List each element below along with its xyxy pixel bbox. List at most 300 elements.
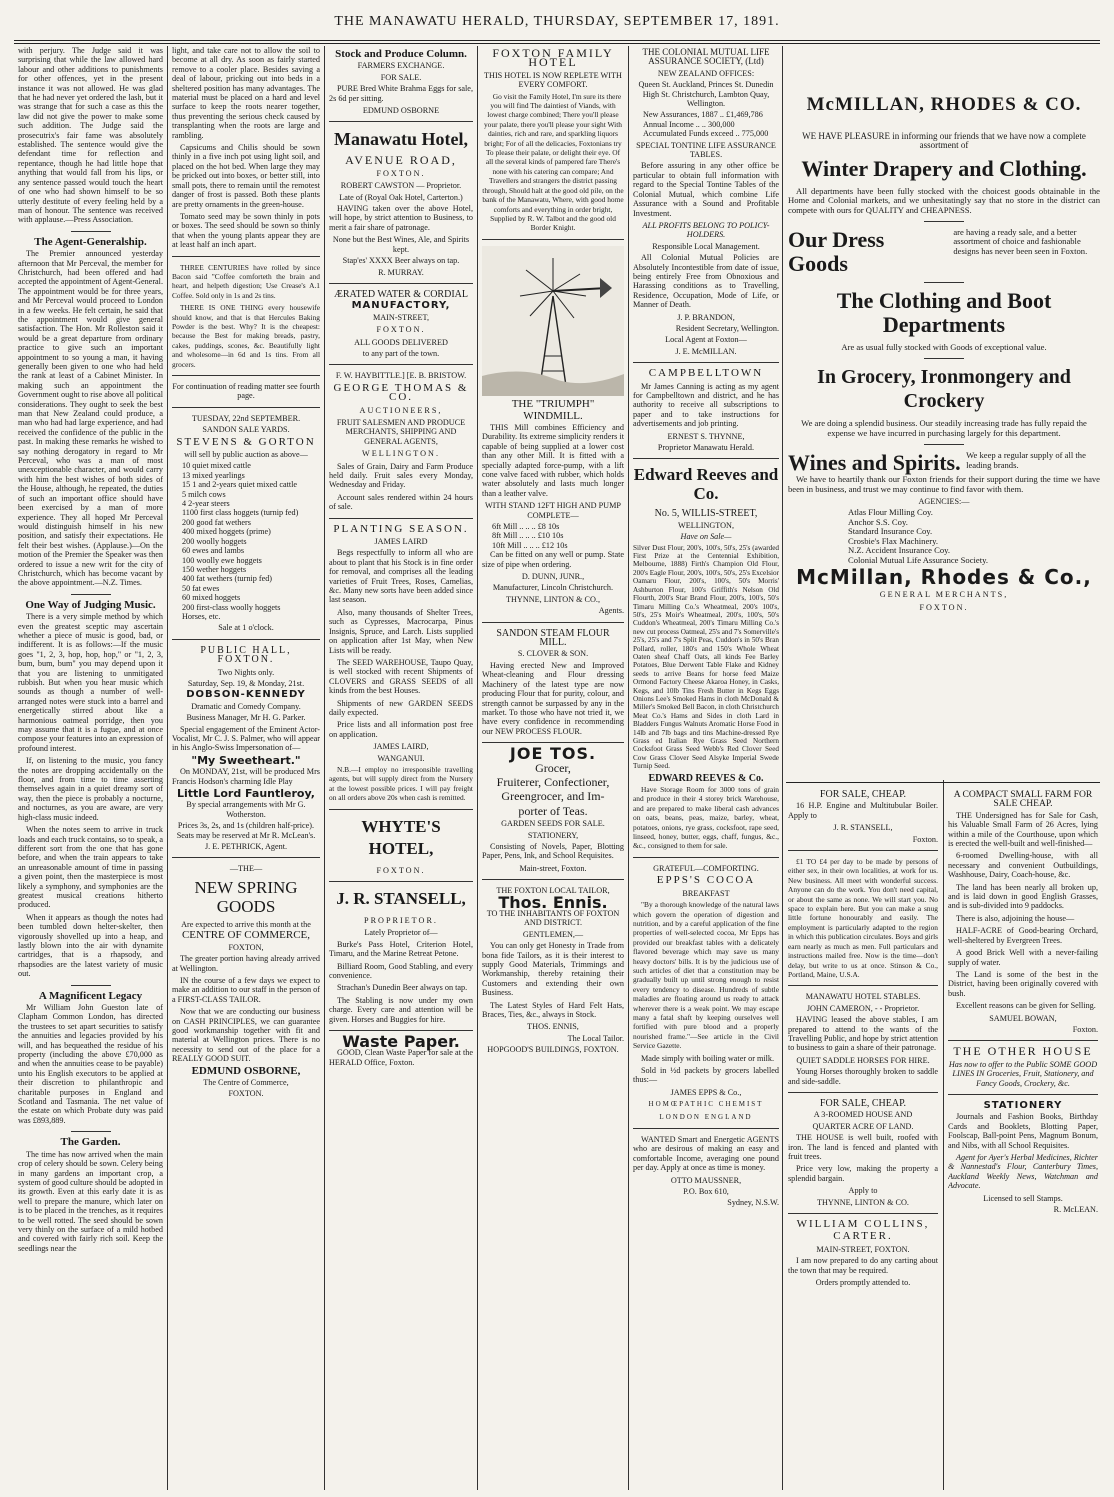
article-text: WANTED Smart and Energetic AGENTS who are desirous of making an easy and comfortable Income, averaging one pound per day. Apply at once as time is money. <box>633 1135 779 1173</box>
firm-sub: FRUIT SALESMEN AND PRODUCE MERCHANTS, SHIPPING AND GENERAL AGENTS, <box>336 417 466 446</box>
divider <box>71 1131 111 1132</box>
subheading: A 3-ROOMED HOUSE AND <box>813 1110 913 1120</box>
list-item: 13 mixed yearlings <box>182 470 245 480</box>
article-text: The SEED WAREHOUSE, Taupo Quay, is well stocked with recent Shipments of CLOVERS and GRASS SEEDS of all kinds from the best Houses. <box>329 657 473 696</box>
column-2 <box>172 46 320 1490</box>
label: Agents. <box>598 606 624 616</box>
merchant-name: EDMUND OSBORNE, <box>191 1064 301 1077</box>
list-item: 50 fat ewes <box>182 583 220 593</box>
list-item: Standard Insurance Coy. <box>848 526 933 537</box>
article-text: We have to heartily thank our Foxton friends for their support during the time we have been in business, and trust we may continue to find favor with them. <box>788 474 1100 494</box>
headline: Wines and Spirits. <box>788 450 961 476</box>
column-rule <box>477 46 478 1490</box>
merchant-name: EDMUND OSBORNE <box>362 106 440 116</box>
list-item: 4 2-year steers <box>182 499 230 509</box>
divider <box>948 1094 1098 1095</box>
list-item: 200 good fat wethers <box>182 517 251 527</box>
article-text: The greater portion having already arrived at Wellington. <box>172 954 320 973</box>
list-item: 400 fat wethers (turnip fed) <box>182 574 273 584</box>
divider <box>482 622 624 623</box>
city: LONDON ENGLAND <box>659 1112 753 1121</box>
notice-text: Lately Proprietor of— <box>364 928 438 938</box>
merchant-name: D. DUNN, JUNR., <box>521 572 585 582</box>
heading: THE OTHER HOUSE <box>953 1044 1093 1059</box>
list-item: 200 first-class woolly hoggets <box>182 602 281 612</box>
article-text: HAVING leased the above stables, I am prepared to attend to the wants of the Travelling Public, and hope by strict attention to business to gain a share of their patronage. <box>788 1015 938 1053</box>
heading: SANDON STEAM FLOUR MILL. <box>496 627 610 649</box>
divider <box>633 1128 779 1129</box>
merchant-sub: The Centre of Commerce, <box>203 1077 289 1087</box>
heading: PLANTING SEASON. <box>333 522 469 535</box>
mcmillan-advert <box>788 46 1100 776</box>
agency-list <box>788 508 1100 564</box>
divider <box>633 362 779 363</box>
town: FOXTON. <box>228 1089 264 1099</box>
notice-text: None but the Best Wines, Ale, and Spirits kept. <box>332 235 470 254</box>
list-item: Atlas Flour Milling Coy. <box>848 507 933 518</box>
town: FOXTON. <box>376 865 426 875</box>
article-text: Also, many thousands of Shelter Trees, such as Cypresses, Macrocarpa, Pinus Insignis, Spruce, and Larch. Lists supplied on application after 1st May, when New Lists will be ready. <box>329 607 473 655</box>
notice-text: THERE IS ONE THING every housewife should know, and that is that Hercules Baking Powder is the best. Why? It is the cheapest: because the Best for making breads, pastry, cakes, puddings, scones, &c. Beautifully light and wholesome—in 6d and 1s tins. From all grocers. <box>172 303 320 369</box>
address: P.O. Box 610, <box>683 1187 729 1197</box>
subheading: QUIET SADDLE HORSES FOR HIRE. <box>796 1055 930 1065</box>
article-text: The Stabling is now under my own charge. Every care and attention will be given. Horses and Buggies for hire. <box>329 995 473 1024</box>
masthead-title: THE MANAWATU HERALD, THURSDAY, SEPTEMBER 17, 1891. <box>334 14 780 29</box>
sale-item-list <box>172 461 320 621</box>
trade-line: Greengrocer, and Im- <box>501 789 605 804</box>
article-text: 6-roomed Dwelling-house, with all necessary and convenient Outbuildings, Washhouse, Dairy, Coach-house, &c. <box>948 851 1098 880</box>
article-text: GOOD, Clean Waste Paper for sale at the HERALD Office, Foxton. <box>329 1048 473 1067</box>
heading: WILLIAM COLLINS, <box>796 1218 930 1231</box>
masthead-rule <box>14 40 1100 41</box>
article-text: Shipments of new GARDEN SEEDS daily expected. <box>329 698 473 717</box>
list-item: Colonial Mutual Life Assurance Society. <box>848 554 989 565</box>
names: F. W. HAYBITTLE.] [E. B. BRISTOW. <box>335 371 467 381</box>
subheading: GRATEFUL—COMFORTING. <box>653 863 759 873</box>
headline: Our Dress Goods <box>788 227 885 277</box>
subheading: NEW ZEALAND OFFICES: <box>657 68 755 78</box>
subheading: SPECIAL TONTINE LIFE ASSURANCE TABLES. <box>636 140 776 160</box>
heading: FOR SALE, CHEAP. <box>819 1097 907 1109</box>
article-text: N.B.—I employ no irresponsible travelling agents, but will supply direct from the Nursery at the lowest possible prices. I will pay freight on all orders above 20s when cash is remitted. <box>329 764 473 803</box>
goods-title: NEW SPRING GOODS <box>194 877 298 916</box>
list-item: 400 mixed hoggets (prime) <box>182 527 271 537</box>
column-6 <box>788 788 938 1488</box>
city: Sydney, N.S.W. <box>727 1198 779 1208</box>
article-heading: The Garden. <box>60 1136 121 1149</box>
merchant-name: J. E. McMILLAN. <box>675 346 737 356</box>
divider <box>71 985 111 986</box>
list-item: 150 wether hoggets <box>182 564 247 574</box>
divider <box>172 857 320 858</box>
article-text: HAVING taken over the above Hotel, will hope, by strict attention to Business, to merit a fair share of patronage. <box>329 204 473 232</box>
heading: ÆRATED WATER & CORDIAL <box>334 288 468 300</box>
windmill-illustration <box>482 246 624 396</box>
divider <box>788 985 938 986</box>
article-text: Now that we are conducting our business on CASH PRINCIPLES, we can guarantee good workmanship together with fit and material at Wellington prices. There is no necessity to send out of the place for a REALLY GOOD SUIT. <box>172 1007 320 1064</box>
column-5 <box>633 46 779 1490</box>
firm-title: McMillan, Rhodes & Co., <box>796 564 1092 589</box>
article-text: IN the course of a few days we expect to make an addition to our staff in the person of a FIRST-CLASS TAILOR. <box>172 975 320 1004</box>
list-item: N.Z. Accident Insurance Coy. <box>848 545 951 556</box>
article-text: Special engagement of the Eminent Actor-Vocalist, Mr C. J. S. Palmer, who will appear in his Anglo-Swiss Impersonation of— <box>172 724 320 753</box>
agent-name: J. E. PETHRICK, Agent. <box>204 842 288 852</box>
headline: Winter Drapery and Clothing. <box>801 155 1087 181</box>
merchant-name: ERNEST S. THYNNE, <box>667 431 745 441</box>
article-text: Sold in ½d packets by grocers labelled thus:— <box>633 1066 779 1085</box>
trade-line: porter of Teas. <box>518 803 588 818</box>
town: FOXTON, <box>228 942 264 952</box>
article-text: Consisting of Novels, Paper, Blotting Paper, Pens, Ink, and School Requisites. <box>482 841 624 861</box>
notice-text: to any part of the town. <box>362 348 440 358</box>
play-title: Little Lord Fauntleroy, <box>177 787 315 801</box>
subheading: ALL PROFITS BELONG TO POLICY-HOLDERS. <box>642 220 770 240</box>
merchant-name: JOE TOS. <box>509 744 597 764</box>
article-text: Journals and Fashion Books, Birthday Cards and Booklets, Blotting Paper, Foolscap, Ball-point Pens, Magnum Bonum, and Nibs, with all School Requisites. <box>948 1112 1098 1150</box>
street: MAIN-STREET, FOXTON. <box>816 1244 910 1254</box>
article-text: Price very low, making the property a splendid bargain. <box>788 1164 938 1183</box>
merchant-name: R. McLEAN. <box>1053 1205 1098 1215</box>
divider <box>482 239 624 240</box>
street: MAIN-STREET, <box>372 312 430 322</box>
divider <box>924 221 964 222</box>
article-text: Agent for Ayer's Herbal Medicines, Richter & Nannestad's Flour, Canterbury Times, Auckland Weekly News, Watchman and Advocate. <box>948 1153 1098 1191</box>
article-text: I am now prepared to do any carting about the town that may be required. <box>788 1256 938 1275</box>
divider <box>329 283 473 284</box>
heading: MANAWATU HOTEL STABLES. <box>805 992 921 1002</box>
article-text: THE HOUSE is well built, roofed with iron. The land is fenced and planted with fruit trees. <box>788 1133 938 1161</box>
play-title: "My Sweetheart." <box>191 753 301 767</box>
article-text: Mr William John Gueston late of Clapham Common London, has directed the trustees to set apart securities to satisfy the annuities and legacies provided by his will, and has bequeathed the residue of his property (including the above £70,000 as and when the annuities cease to be payable) unto his English executors to be applied at their discretion to philanthropic and charitable purposes in England and Scotland and Tasmania. The net value of the estate on which Probate duty was paid was £893,889. <box>18 1003 163 1125</box>
merchant-name: J. P. BRANDON, <box>677 312 735 322</box>
heading: MANUFACTORY, <box>351 300 451 312</box>
proprietor: ROBERT CAWSTON — Proprietor. <box>340 181 462 191</box>
article-text: Account sales rendered within 24 hours of sale. <box>329 492 473 512</box>
heading: STATIONERY <box>983 1099 1063 1111</box>
offices: Queen St. Auckland, Princes St. Dunedin High St. Christchurch, Lambton Quay, Wellington. <box>638 80 774 109</box>
hotel-address: AVENUE ROAD, <box>345 153 457 168</box>
notice-text: THREE CENTURIES have rolled by since Bacon said "Coffee comforteth the brain and heart, and helpeth digestion; Use Crease's A.1 Coffee. Sold only in 1s and 2s tins. <box>172 262 320 300</box>
article-text: Young Horses thoroughly broken to saddle and side-saddle. <box>788 1067 938 1086</box>
heading: EPPS'S COCOA <box>656 874 756 887</box>
town: FOXTON. <box>376 168 426 178</box>
divider <box>633 458 779 459</box>
headline: The Clothing and Boot Departments <box>836 288 1052 338</box>
product-title: THE "TRIUMPH" <box>511 398 595 411</box>
article-text: Before assuring in any other office be particular to obtain full information with regard to the Special Tontine Tables of the Colonial Mutual, which combine Life Assurance with a Sound and Profitable Investment. <box>633 161 779 218</box>
subheading: FOR SALE. <box>380 72 422 82</box>
merchant-name: Thos. Ennis. <box>498 892 608 912</box>
divider <box>329 881 473 882</box>
subheading: Responsible Local Management. <box>652 241 760 251</box>
article-text: There is also, adjoining the house— <box>956 913 1075 923</box>
article-text: You can only get Honesty in Trade from bona fide Tailors, as it is their interest to supply Good Materials, Trimmings and Workmanship, thereby retaining their Customers and extending their own Business. <box>482 941 624 998</box>
merchant-name: J. R. STANSELL, <box>833 823 893 833</box>
town: Foxton. <box>912 834 938 844</box>
label: Have on Sale— <box>680 532 732 542</box>
article-text: Burke's Pass Hotel, Criterion Hotel, Timaru, and the Marine Retreat Petone. <box>329 939 473 959</box>
list-item: 200 woolly hoggets <box>182 536 247 546</box>
merchant-name: R. MURRAY. <box>378 267 424 277</box>
article-text: Have Storage Room for 3000 tons of grain and produce in their 4 storey brick Warehouse, and are prepared to make liberal cash advances on oats, beans, peas, maize, barley, wheat, potatoes, onions, rye grass, cocksfoot, rape seed, linseed, honey, butter, eggs, chaff, fungus, &c., &c., consigned to them for sale. <box>633 785 779 851</box>
hotel-title: Manawatu Hotel, <box>334 129 468 150</box>
address: HOPGOOD'S BUILDINGS, FOXTON. <box>487 1045 619 1055</box>
merchant-sub: Resident Secretary, Wellington. <box>675 323 779 333</box>
article-text: Strachan's Dunedin Beer always on tap. <box>337 983 468 993</box>
column-rule <box>628 46 629 1490</box>
proprietor-late: Late of (Royal Oak Hotel, Carterton.) <box>339 192 463 202</box>
list-item: 10 quiet mixed cattle <box>182 461 251 471</box>
merchant-name: JAMES LAIRD <box>374 537 428 547</box>
list-item: 60 ewes and lambs <box>182 546 245 556</box>
price-list <box>482 522 624 550</box>
notice-text: Stap'es' XXXX Beer always on tap. <box>342 256 460 266</box>
article-text: If, on listening to the music, you fancy the notes are dropping accidentally on the floor, and from time to time asserting themselves again in a quiet dreamy sort of way, then the piece is probably a nocturne, and nocturnes, as you are aware, are very high-class music indeed. <box>18 756 163 822</box>
article-text: The Latest Styles of Hard Felt Hats, Braces, Ties, &c., always in Stock. <box>482 1000 624 1020</box>
article-text: Can be fitted on any well or pump. State size of pipe when ordering. <box>482 550 624 569</box>
hall-dates: Saturday, Sep. 19, & Monday, 21st. <box>187 678 305 688</box>
headline-sub: Are as usual fully stocked with Goods of exceptional value. <box>841 342 1047 353</box>
article-text: THIS Mill combines Efficiency and Durability. Its extreme simplicity renders it capable of being supplied at a lower cost than any other Mill. It is fitted with a specially adapted force-pump, with a lift cone valve faced with rubber, which holds water absolutely and lasts much longer than a leather valve. <box>482 422 624 498</box>
city: WANGANUI. <box>377 753 425 763</box>
city: WELLINGTON. <box>361 449 440 459</box>
notice-text: Licensed to sell Stamps. <box>983 1193 1063 1203</box>
column-4 <box>482 46 624 1490</box>
article-text: Capsicums and Chilis should be sown thinly in a five inch pot using light soil, and placed on the hot bed. When large they may be pricked out into boxes, or better still, into small pots, there to remain until the remotest danger of frost is passed. Both these plants are pretty ornaments in the green-house. <box>172 143 320 209</box>
article-text: Has now to offer to the Public SOME GOOD LINES IN Groceries, Fruit, Stationery, and Fancy Goods, Crockery, &c. <box>948 1059 1098 1088</box>
hall-nights: Two Nights only. <box>217 667 275 677</box>
subheading: FARMERS EXCHANGE. <box>357 61 445 71</box>
divider <box>329 518 473 519</box>
column-7 <box>948 788 1098 1488</box>
article-text: Begs respectfully to inform all who are about to plant that his Stock is in fine order for removal, and comprises all the leading varieties of Fruit Trees, Roses, Camelias, &c. Many new sorts have been added since last season. <box>329 548 473 605</box>
merchant-name: THYNNE, LINTON & CO. <box>817 1197 909 1207</box>
centre-title: CENTRE OF COMMERCE, <box>181 929 311 942</box>
firm-title: Edward Reeves and Co. <box>633 465 779 504</box>
notice-text: THIS HOTEL IS NOW REPLETE WITH EVERY COMFORT. <box>484 70 622 90</box>
column-rule <box>167 46 168 1490</box>
list-item: Annual Income .. .. 300,000 <box>643 119 735 129</box>
column-1 <box>18 46 163 1490</box>
article-text: with perjury. The Judge said it was surprising that while the law allowed hard labour and other additions to punishments for other offences, yet in the present instance it was not allowed. He was glad that he had never yet ordered the lash, but it was strange that for such a case as this the law did not give the power to make some such addition. The Judge said the prosecutrix's fair fame was absolutely established. The sentence would give the defendant time for reflection and repentance, though he had little hope that anything that would fall from his lips, or any sentence passed would touch the heart of one who had shown himself to be so utterly destitute of every feeling held by a man of honour. The sentence was received with applause.—Press Association. <box>18 46 163 225</box>
article-text: On MONDAY, 21st, will be produced Mrs Francis Hodson's charming Idle Play <box>172 767 320 786</box>
divider <box>788 850 938 851</box>
divider <box>948 1040 1098 1041</box>
heading: A COMPACT SMALL FARM FOR SALE CHEAP. <box>953 789 1093 810</box>
article-heading: One Way of Judging Music. <box>25 598 156 611</box>
prices: Prices 3s, 2s, and 1s (children half-price). Seats may be reserved at Mr R. McLean's. <box>176 821 316 840</box>
article-text: The land has been nearly all broken up, and is laid down in good English Grasses, and is sub-divided into 9 paddocks. <box>948 882 1098 911</box>
trade-line: Grocer, <box>535 760 571 775</box>
trade-line: Fruiterer, Confectioner, <box>496 774 610 789</box>
notice-text: GARDEN SEEDS FOR SALE. <box>501 819 605 829</box>
list-item: Crosbie's Flax Machinery. <box>848 535 939 546</box>
article-text: When it appears as though the notes had been tumbled down helter-skelter, then vigorously shovelled up into a heap, and lastly blown into the air with dynamite cartridges, that is a rhapsody, and rhapsodies are the latest variety of music out. <box>18 912 163 979</box>
subheading: WITH STAND 12FT HIGH AND PUMP COMPLETE— <box>485 501 621 520</box>
merchant-sub: HOMŒPATHIC CHEMIST <box>648 1100 764 1109</box>
divider <box>924 444 964 445</box>
list-item: Anchor S.S. Coy. <box>848 516 908 527</box>
proprietor: JOHN CAMERON, - - Proprietor. <box>806 1003 920 1013</box>
article-text: A good Brick Well with a never-failing supply of water. <box>948 948 1098 967</box>
notice-text: ALL GOODS DELIVERED <box>354 337 448 347</box>
heading: FOR SALE, CHEAP. <box>819 789 907 800</box>
list-item: 60 mixed hoggets <box>182 593 241 603</box>
divider <box>329 121 473 122</box>
subheading: QUARTER ACRE OF LAND. <box>812 1121 914 1131</box>
product-list: Silver Dust Flour, 200's, 100's, 50's, 25's (awarded First Prize at the Centennial Exhibition, Melbourne, 1888) Firth's Champion Old Flour, 200's Eagle Flour, 200's, 100's, 50's, 25's Excelsior Oamaru Flour, 200's, 100's, 50's Morris' Ashburton Flour, 100's Griffith's Nelson Old Flourth, 200's Star Brand Flour, 200's, 100's, 50's Timaru Milling Co.'s Wheatmeal, 200's 100's, 50's, 25's Moir's Wheatmeal, 200's, 100's, 50's Cuddon's Wheatmeal, 200's Timaru Milling Co.'s new cut process Oatmeal, 25's and 7's Somerville's 25's, 25's and 7's Split Peas, Cuddon's in 50's Bran Pollard, roller, 180's and 150's Whole Wheat Oaten sheaf Chaff Oats, all kinds Fee Barley Potatoes, Blue Derwent Table Flake and Kidney seeds to arrive Beans for horse feed Maize Ormond Factory Cheese Akaroa Honey, in Casks, Kegs, and 10lb Tins Fresh Butter in Kegs Eggs Onions Lee's Smoked Hams in cloth McDonald & Miller's Smoked Bell Bacon, in cloth Christchurch Meat Co.'s Hams and Sides in cloth Lard in Bladders Fungus Walnuts Aromatic Horse Food in 14lb and 7lb bags and tins Machine-dressed Rye Grass ed Italian Rye Grass Seed Northern Cocksfoot Grass Seed Webb's Red Clover Seed Cow Grass Clover Seed Alsyke Imperial Swede Turnip Seed. <box>633 543 779 771</box>
subheading: THE FOXTON LOCAL TAILOR, <box>496 886 610 896</box>
merchant-name: THOS. ENNIS, <box>527 1022 579 1032</box>
column-3 <box>329 46 473 1490</box>
firm-title: THE COLONIAL MUTUAL LIFE ASSURANCE SOCIETY, (Ltd) <box>642 47 770 67</box>
divider <box>633 857 779 858</box>
merchant-name: THYNNE, LINTON & CO., <box>506 594 600 604</box>
headline-sub: We are doing a splendid business. Our steadily increasing trade has fully repaid the expense we have incurred in purchasing largely for this department. <box>801 418 1087 438</box>
manager: Business Manager, Mr H. G. Parker. <box>186 713 306 723</box>
merchant-sub: Manufacturer, Lincoln Christchurch. <box>492 583 614 593</box>
label: Local Agent at Foxton— <box>665 335 747 345</box>
label: Apply to <box>848 1186 878 1196</box>
divider <box>329 809 473 810</box>
salutation: GENTLEMEN,— <box>522 929 584 939</box>
merchant-name: JAMES LAIRD, <box>373 742 429 752</box>
divider <box>329 1030 473 1031</box>
sale-place: SANDON SALE YARDS. <box>202 425 290 435</box>
merchant-name: OTTO MAUSSNER, <box>670 1175 742 1185</box>
article-text: All departments have been fully stocked with the choicest goods obtainable in the Home and Colonial markets, and we unhesitatingly say that no store in the district can compete with ours for QUALITY and CHEAPNESS. <box>788 185 1100 215</box>
firm-title: GEORGE THOMAS & CO. <box>333 381 469 404</box>
divider <box>788 1213 938 1214</box>
article-text: PURE Bred White Brahma Eggs for sale, 2s 6d per sitting. <box>329 84 473 103</box>
article-heading: A Magnificent Legacy <box>38 989 143 1002</box>
list-item: 100 woolly ewe hoggets <box>182 555 262 565</box>
masthead <box>14 14 1100 40</box>
headline-sub: We keep a regular supply of all the leading brands. <box>966 450 1086 470</box>
sale-date: TUESDAY, 22nd SEPTEMBER. <box>191 413 301 423</box>
subheading: AGENCIES:— <box>918 497 970 507</box>
firm-sub: AUCTIONEERS, <box>359 405 443 415</box>
divider <box>924 358 964 359</box>
divider <box>482 879 624 880</box>
firm-title: McMILLAN, RHODES & CO. <box>806 94 1082 115</box>
list-item: Horses, etc. <box>182 611 221 621</box>
proprietor-name: J. R. STANSELL, <box>336 889 466 908</box>
column-rule <box>782 46 783 1490</box>
company-sub: Dramatic and Comedy Company. <box>191 701 301 711</box>
notice-text: TO THE INHABITANTS OF FOXTON AND DISTRICT. <box>486 909 620 928</box>
town: Foxton. <box>1072 1024 1098 1034</box>
article-text: Price lists and all information post free on application. <box>329 720 473 739</box>
heading: CARTER. <box>833 1230 893 1243</box>
article-text: All Colonial Mutual Policies are Absolutely Incontestible from date of issue, being entirely Free from Obnoxious and Harassing conditions as to Travelling, Residence, Occupation, Mode of Life, or Manner of Death. <box>633 253 779 310</box>
section-rule <box>786 782 1100 783</box>
list-item: 6ft Mill .. .. .. £8 10s <box>492 522 560 531</box>
merchant-name: JAMES EPPS & Co., <box>670 1087 742 1097</box>
town: FOXTON. <box>919 602 969 612</box>
poem-text: Go visit the Family Hotel, I'm sure its there you will find The daintiest of Viands, with lowest charge combined; There you'll please your palate, there you'll please your sight With dainties, rich and rare, and sparkling liquors bright; For of all the delicacies, Foxtonians try To please their palate, or delight their eye. Of all the several kinds of pampered fare There's none with his catering can compare; And Travellers and strangers the district passing through, Should halt at the good old pile, on the bank of the Manawatu, Where, with good home comforts and everything in order bright, Supplied by R. W. Talbot and the good old Border Knight. <box>482 91 624 233</box>
column-rule <box>943 780 944 1490</box>
article-text: "By a thorough knowledge of the natural laws which govern the operation of digestion and nutrition, and by a careful application of the fine properties of well-selected cocoa, Mr Epps has provided our breakfast tables with a delicately flavored beverage which may save us many heavy doctors' bills. It is by the judicious use of such articles of diet that a constitution may be gradually built up until strong enough to resist every tendency to disease. Hundreds of subtle maladies are floating around us ready to attack wherever there is a weak point. We may escape many a fatal shaft by keeping ourselves well fortified with pure blood and a properly nourished frame."—See article in the Civil Service Gazette. <box>633 900 779 1051</box>
city: WELLINGTON, <box>677 520 734 530</box>
headline-sub: are having a ready sale, and a better assortment of choice and fashionable designs has never been seen in Foxton. <box>953 227 1088 256</box>
article-text: Made simply with boiling water or milk. <box>641 1053 775 1063</box>
subheading: STATIONERY, <box>527 830 579 840</box>
column-rule <box>324 46 325 1490</box>
headline: In Grocery, Ironmongery and Crockery <box>817 366 1071 413</box>
article-text: THE Undersigned has for Sale for Cash, his Valuable Small Farm of 26 Acres, lying within a mile of the Courthouse, upon which is erected the well-built and well-finished— <box>948 810 1098 849</box>
article-text: light, and take care not to allow the soil to become at all dry. As soon as fairly started remove to a cooler place. Besides saving a deal of labour, pricking out into beds in a sheltered position has many advantages. The material must be placed on a hard and level surface to keep the roots nearer together, thus preventing the serious check caused by transplanting when the roots are large and rambling. <box>172 46 320 140</box>
label: —THE— <box>229 864 263 874</box>
sale-time: Sale at 1 o'clock. <box>218 623 274 633</box>
article-text: When the notes seem to arrive in truck loads and each truck contains, so to speak, a different sort from the one that has gone before, and when the train appears to take an unreasonable amount of time in passing a given point, then the masterpiece is most likely a symphony, and symphonies are the greatest musical creations hitherto produced. <box>18 825 163 910</box>
product-title: WINDMILL. <box>523 409 583 422</box>
list-item: 10ft Mill .. .. .. £12 10s <box>492 540 568 550</box>
divider <box>172 256 320 257</box>
wines-row <box>788 451 1100 475</box>
list-item: 8ft Mill .. .. .. £10 10s <box>492 531 564 541</box>
hall-title: PUBLIC HALL, FOXTON. <box>200 644 292 666</box>
street: Main-street, Foxton. <box>519 863 587 873</box>
figures-list <box>633 110 779 138</box>
merchant-sub: Proprietor Manawatu Herald. <box>657 443 755 453</box>
list-item: 5 milch cows <box>182 489 226 499</box>
article-text: Billiard Room, Good Stabling, and every convenience. <box>329 961 473 981</box>
article-text: £1 TO £4 per day to be made by persons of either sex, in their own localities, at work for us. New business. All meet with wonderful success. Anyone can do the work. You don't need capital, or about the same as none. We will start you. No space to explain here. But you can make a snug little fortune honourably and easily. The employment is particularly adapted to the region in which this publication circulates. Boys and girls earn nearly as much as men. Full particulars and instructions mailed free. Now is the time—don't delay, but write to us at once. Stinson & Co., Portland, Maine, U.S.A. <box>788 857 938 979</box>
intro-text: WE HAVE PLEASURE in informing our friends that we have now a complete assortment of <box>802 131 1086 151</box>
dress-row <box>788 228 1100 276</box>
list-item: 1100 first class hoggets (turnip fed) <box>182 508 299 518</box>
article-text: The Land is some of the best in the District, having been originally covered with bush. <box>948 969 1098 998</box>
notice-text: For continuation of reading matter see fourth page. <box>172 382 320 401</box>
town: FOXTON. <box>376 325 426 335</box>
column-heading: Stock and Produce Column. <box>335 48 467 60</box>
masthead-rule-2 <box>14 43 1100 44</box>
article-text: Sales of Grain, Dairy and Farm Produce held daily. Fruit sales every Monday, Wednesday and Friday. <box>329 461 473 490</box>
hotel-title: FOXTON FAMILY HOTEL <box>492 46 614 70</box>
company-name: DOBSON-KENNEDY <box>186 689 306 701</box>
divider <box>924 282 964 283</box>
address: No. 5, WILLIS-STREET, <box>654 508 758 520</box>
divider <box>172 639 320 640</box>
arrangement: By special arrangements with Mr G. Wotherston. <box>186 800 306 819</box>
article-text: Tomato seed may be sown thinly in pots or boxes. The seed should be sown so thinly that when the young plants appear they are at least half an inch apart. <box>172 211 320 250</box>
article-text: The time has now arrived when the main crop of celery should be sown. Celery being in many gardens an important crop, a system of good culture should be adopted in its growth. Even at this early date it is as well to prepare the manure, which later on is to be placed in the trenches, as it requires to be well rotted. The seed should be sown very thinly on the surface of a mild hotbed and covered with fairly rich soil. Keep the seedlings near the <box>18 1149 163 1253</box>
firm-sub: GENERAL MERCHANTS, <box>879 590 1009 600</box>
divider <box>788 1092 938 1093</box>
hotel-title: WHYTE'S HOTEL, <box>361 816 441 858</box>
article-text: Mr James Canning is acting as my agent for Campbelltown and district, and he has authority to receive all subscriptions to paper and to take instructions for advertisements and job printing. <box>633 381 779 429</box>
firm-title: EDWARD REEVES & Co. <box>648 772 764 784</box>
divider <box>329 364 473 365</box>
heading: CAMPBELLTOWN <box>648 367 764 380</box>
divider <box>482 742 624 743</box>
sale-firm: STEVENS & GORTON <box>176 435 316 448</box>
article-text: The Premier announced yesterday afternoon that Mr Perceval, the member for Christchurch, had been offered and had accepted the appointment of Agent-General. The appointment would be for three years, and Mr Perceval would proceed to London in a few weeks. He felt certain, he said that the appointment would give general satisfaction. The Hon. Mr Rolleston said it would be a great departure from ordinary practice to give such an important appointment to so young a man, it having generally been given to one who had held the rank at least of a Cabinet Minister. In making such an appointment the Government ought to rise above all political considerations. They ought to seek the best man that New Zealand could produce, a man who had had large experience, and had received the confidence of the public in the past. In making these remarks he wished to say nothing derogatory in regard to Mr Perceval, who was a man of most unexceptionable character, and would carry with him the best wishes of both sides of the House, although, he repeated, the duties of such an important office should have been exercised by a man of more experience. They all hoped Mr Perceval would distinguish himself in his new position, and satisfy their expectations. He felt their best wishes. (Applause.)—On the motion of the Premier the Speaker was then ordered to issue a new writ for the city of Christchurch, which has become vacant by the above appointment.—N.Z. Times. <box>18 249 163 588</box>
divider <box>172 375 320 376</box>
article-text: 16 H.P. Engine and Multitubular Boiler. Apply to <box>788 801 938 820</box>
heading: Waste Paper. <box>342 1032 460 1052</box>
sale-intro: will sell by public auction as above— <box>184 450 308 460</box>
list-item: 15 1 and 2-years quiet mixed cattle <box>182 480 298 490</box>
merchant-sub: The Local Tailor. <box>567 1033 624 1043</box>
list-item: New Assurances, 1887 .. £1,469,786 <box>643 110 763 120</box>
list-item: Accumulated Funds exceed .. 775,000 <box>643 129 769 139</box>
article-text: Having erected New and Improved Wheat-cleaning and Flour dressing Machinery of the latest type are now producing Flour that for purity, colour, and strength cannot be surpassed by any in the market. To those who have not tried it, we have every confidence in recommending our NEW PROCESS FLOUR. <box>482 660 624 736</box>
article-text: HALF-ACRE of Good-bearing Orchard, well-sheltered by Evergreen Trees. <box>948 926 1098 945</box>
divider <box>172 407 320 408</box>
merchant-name: SAMUEL BOWAN, <box>989 1013 1057 1023</box>
